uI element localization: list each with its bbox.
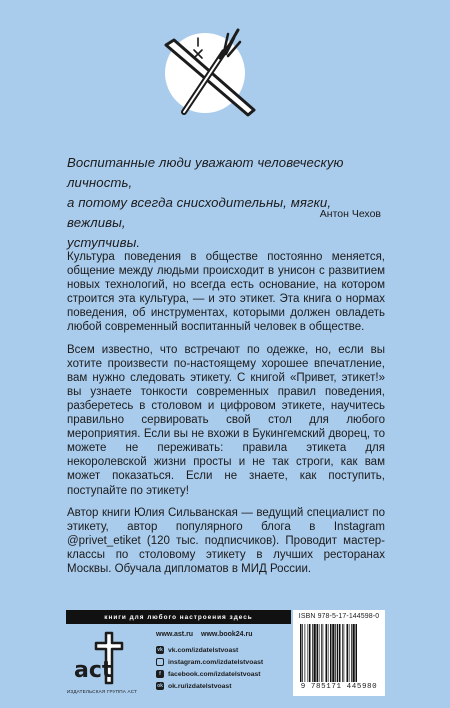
isbn-text: ISBN 978-5-17-144598-0 (298, 613, 380, 620)
epigraph-quote (67, 153, 392, 253)
social-link-facebook[interactable] (156, 668, 263, 680)
barcode-digits: 9 785171 445980 (300, 683, 378, 691)
quote-line: а потому всегда снисходительны, мягки, вежливы, (67, 195, 332, 230)
quote-line: уступчивы. (67, 235, 141, 250)
plate-fork-knife-illustration (158, 20, 268, 130)
quote-author: Антон Чехов (319, 208, 381, 220)
publisher-caption: ИЗДАТЕЛЬСКАЯ ГРУППА АСТ (66, 689, 138, 694)
websites (156, 631, 253, 638)
odnoklassniki-icon: ok (157, 683, 163, 689)
paragraph: Культура поведения в обществе постоянно меняется, общение между людьми происходит в унисон с развитием новых технологий, но всегда есть основание, на котором строится эта культура, — и это этикет. Эта книга о нормах поведения, об инструментах, которыми должен овладеть любой современный воспитанный человек в обществе. (67, 251, 385, 334)
quote-line: Воспитанные люди уважают человеческую личность, (67, 155, 344, 190)
tagline-banner: книги для любого настроения здесь (66, 610, 291, 624)
ast-logo-icon (66, 631, 130, 695)
social-link-text: instagram.com/izdatelstvoast (168, 658, 264, 666)
social-link-text: ok.ru/izdatelstvoast (168, 682, 232, 690)
paragraph: Автор книги Юлия Сильванская — ведущий специалист по этикету, автор популярного блога в Instagram @privet_etiket (120 тыс. подписчиков). Проводит мастер-классы по столовому этикету в лучших ресторанах Москвы. Обучала дипломатов в МИД России. (67, 506, 385, 575)
instagram-icon (156, 658, 164, 666)
barcode-panel (293, 610, 385, 696)
vk-icon: vk (157, 647, 163, 653)
site-link[interactable]: www.book24.ru (201, 631, 253, 638)
social-link-odnoklassniki[interactable] (156, 680, 263, 692)
paragraph: Всем известно, что встречают по одежке, но, если вы хотите произвести по-настоящему хорошее впечатление, вам нужно следовать этикету. С книгой «Привет, этикет!» вы узнаете тонкости современных правил поведения, разберетесь в столовом и цифровом этикете, научитесь правильно сервировать свой стол для любого мероприятия. Если вы не вхожи в Букингемский дворец, то можете не переживать: правила этикета для некоролевской жизни просты и не так строги, как вам может показаться. Если не знаете, как поступить, поступайте по этикету! (67, 343, 385, 497)
annotation-text (67, 250, 385, 584)
social-link-vk[interactable] (156, 644, 263, 656)
barcode-icon (299, 624, 379, 682)
social-link-text: facebook.com/izdatelstvoast (168, 670, 261, 678)
site-link[interactable]: www.ast.ru (156, 631, 194, 638)
social-link-text: vk.com/izdatelstvoast (168, 646, 239, 654)
social-link-instagram[interactable] (156, 656, 263, 668)
logo-lettering: act (74, 658, 113, 683)
facebook-icon: f (156, 670, 164, 678)
social-links (156, 644, 263, 692)
